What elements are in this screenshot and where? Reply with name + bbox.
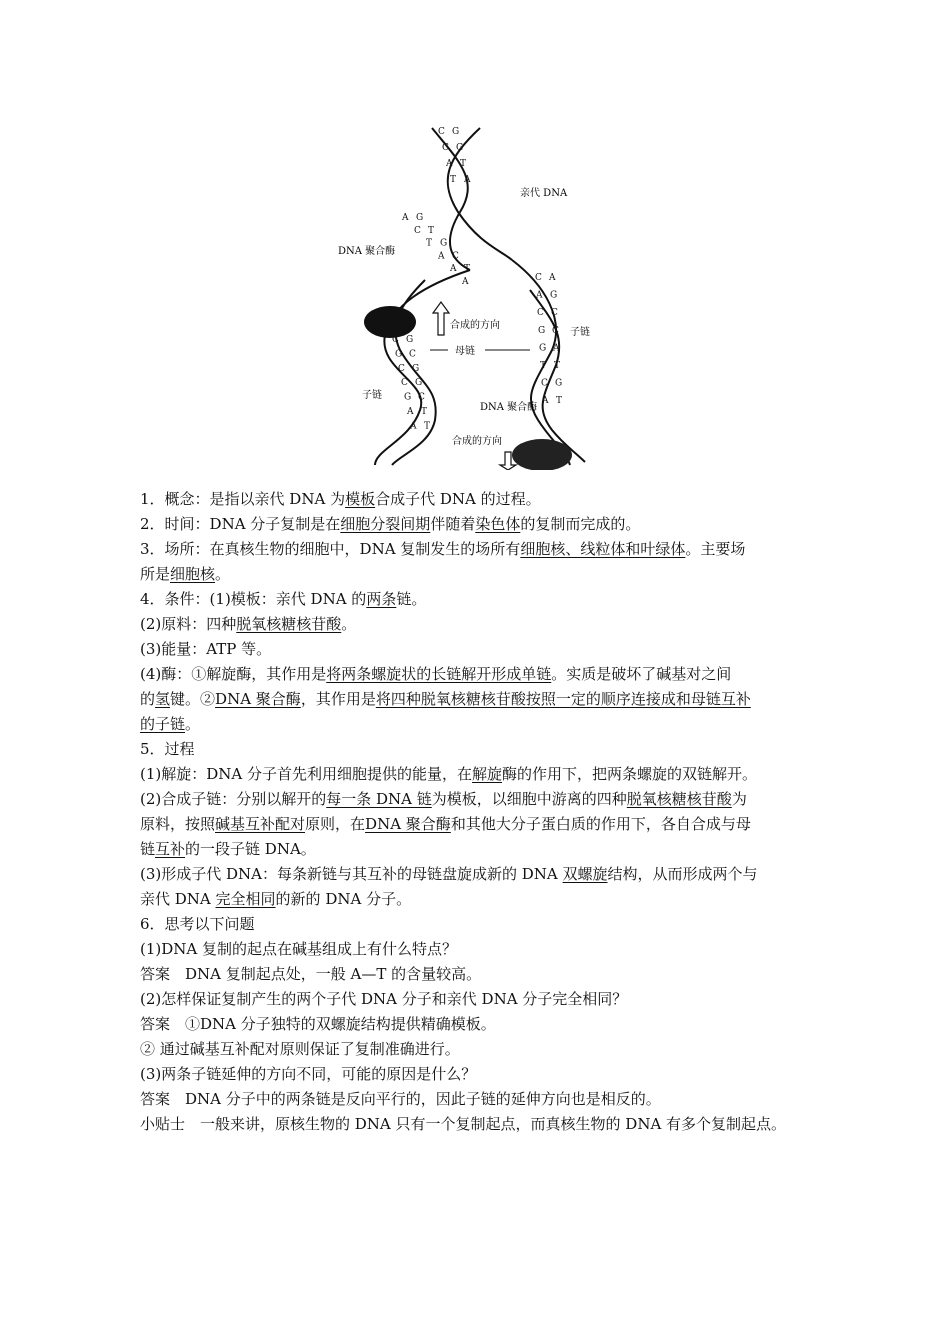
label-template-strand: 母链 — [455, 346, 475, 357]
base-letter: T — [554, 361, 561, 371]
up-arrow-icon — [433, 302, 449, 335]
dna-replication-diagram — [330, 120, 630, 470]
label-direction-bottom: 合成的方向 — [452, 436, 502, 447]
base-letter: T — [556, 396, 563, 407]
base-letter: A — [553, 343, 560, 354]
base-letter: A — [407, 407, 414, 417]
document-body — [140, 487, 830, 1137]
base-letter: A — [438, 251, 445, 262]
section-5-formation-line-2: 亲代 DNA 完全相同的新的 DNA 分子。 — [140, 890, 412, 908]
dna-polymerase-bottom-shape — [512, 439, 572, 470]
dna-polymerase-top-shape — [364, 306, 416, 338]
label-daughter-left: 子链 — [362, 390, 382, 401]
base-letter: A — [446, 159, 453, 169]
base-letter: A — [410, 421, 417, 432]
section-4-enzyme-line-2: 的氢键。②DNA 聚合酶，其作用是将四种脱氧核糖核苷酸按照一定的顺序连接成和母链互补 — [140, 690, 751, 708]
base-letter: C — [541, 378, 548, 389]
section-2-time: 2．时间：DNA 分子复制是在细胞分裂间期伴随着染色体的复制而完成的。 — [140, 515, 641, 533]
base-letter: T — [428, 225, 435, 236]
label-polymerase-bottom: DNA 聚合酶 — [480, 402, 538, 413]
section-5-synthesis-line-2: 原料，按照碱基互补配对原则，在DNA 聚合酶和其他大分子蛋白质的作用下，各自合成与母 — [140, 815, 751, 833]
label-direction-top: 合成的方向 — [450, 320, 500, 331]
section-6-title: 6．思考以下问题 — [140, 915, 255, 933]
base-letter: G — [395, 349, 403, 360]
answer-3: 答案 DNA 分子中的两条链是反向平行的，因此子链的延伸方向也是相反的。 — [140, 1090, 661, 1108]
base-letter: C — [452, 251, 459, 262]
base-letter: G — [555, 378, 563, 389]
base-letter: C — [552, 325, 559, 336]
label-parent-dna: 亲代 DNA — [520, 188, 568, 199]
base-letter: C — [551, 308, 558, 319]
question-2: (2)怎样保证复制产生的两个子代 DNA 分子和亲代 DNA 分子完全相同？ — [140, 990, 628, 1008]
base-letter: G — [416, 213, 424, 223]
base-letter: C — [414, 225, 421, 236]
base-letter: A — [462, 277, 469, 287]
base-letter: T — [450, 175, 457, 185]
base-letter: A — [549, 273, 556, 283]
base-letter: G — [452, 127, 460, 137]
base-letter: C — [398, 363, 405, 374]
base-letter: C — [409, 349, 416, 360]
base-letter: T — [464, 264, 471, 275]
base-letter: C — [537, 308, 544, 319]
question-1: (1)DNA 复制的起点在碱基组成上有什么特点？ — [140, 940, 458, 958]
base-letter: G — [404, 392, 412, 403]
base-letter: A — [536, 290, 543, 301]
base-letter: T — [426, 238, 433, 249]
label-daughter-right: 子链 — [570, 327, 590, 338]
base-letter: T — [421, 407, 428, 417]
section-5-title: 5．过程 — [140, 740, 195, 758]
section-1-concept: 1．概念：是指以亲代 DNA 为模板合成子代 DNA 的过程。 — [140, 490, 541, 508]
section-4-energy: (3)能量：ATP 等。 — [140, 640, 272, 658]
section-5-unwinding: (1)解旋：DNA 分子首先利用细胞提供的能量，在解旋酶的作用下，把两条螺旋的双链解开。 — [140, 765, 758, 783]
question-3: (3)两条子链延伸的方向不同，可能的原因是什么？ — [140, 1065, 477, 1083]
base-letter: A — [542, 396, 549, 407]
base-letter: G — [412, 363, 420, 374]
section-4-material: (2)原料：四种脱氧核糖核苷酸。 — [140, 615, 357, 633]
base-letter: G — [539, 343, 547, 354]
base-letter: G — [440, 238, 448, 249]
dna-replication-figure — [330, 120, 630, 470]
base-letter: G — [456, 143, 464, 153]
base-letter: A — [464, 175, 471, 185]
section-5-synthesis-line-3: 链互补的一段子链 DNA。 — [140, 840, 316, 858]
label-polymerase-top: DNA 聚合酶 — [338, 246, 396, 257]
base-letter: C — [438, 127, 445, 137]
section-4-enzyme-line-1: (4)酶：①解旋酶，其作用是将两条螺旋状的长链解开形成单链。实质是破坏了碱基对之间 — [140, 665, 732, 683]
tip: 小贴士 一般来讲，原核生物的 DNA 只有一个复制起点，而真核生物的 DNA 有多个复制起点。 — [140, 1115, 787, 1133]
section-3-location-line-1: 3．场所：在真核生物的细胞中，DNA 复制发生的场所有细胞核、线粒体和叶绿体。主要场 — [140, 540, 746, 558]
base-letter: C — [418, 392, 425, 403]
section-5-synthesis-line-1: (2)合成子链：分别以解开的每一条 DNA 链为模板，以细胞中游离的四种脱氧核糖核苷酸为 — [140, 790, 747, 808]
base-letter: T — [424, 421, 431, 432]
base-letter: G — [415, 378, 423, 389]
base-letter: C — [392, 335, 399, 345]
answer-2-part-1: 答案 ①DNA 分子独特的双螺旋结构提供精确模板。 — [140, 1015, 496, 1033]
base-letter: G — [406, 335, 414, 345]
section-4-enzyme-line-3: 的子链。 — [140, 715, 201, 733]
base-letter: G — [550, 290, 558, 301]
base-letter: A — [402, 213, 409, 223]
base-letter: A — [450, 264, 457, 275]
section-5-formation-line-1: (3)形成子代 DNA：每条新链与其互补的母链盘旋成新的 DNA 双螺旋结构，从而形成两个与 — [140, 865, 758, 883]
base-letter: T — [540, 361, 547, 371]
base-letter: G — [538, 325, 546, 336]
answer-1: 答案 DNA 复制起点处，一般 A—T 的含量较高。 — [140, 965, 482, 983]
section-4-template: 4．条件：(1)模板：亲代 DNA 的两条链。 — [140, 590, 427, 608]
base-letters — [392, 127, 562, 431]
section-3-location-line-2: 所是细胞核。 — [140, 565, 231, 583]
base-letter: C — [535, 273, 542, 283]
answer-2-part-2: ② 通过碱基互补配对原则保证了复制准确进行。 — [140, 1040, 460, 1058]
base-letter: T — [460, 159, 467, 169]
base-letter: C — [401, 378, 408, 389]
base-letter: C — [442, 143, 449, 153]
